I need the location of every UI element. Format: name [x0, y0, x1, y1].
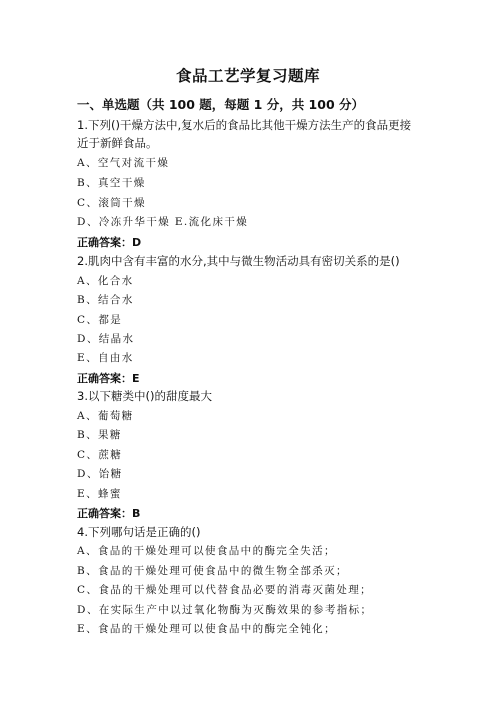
q3-answer: 正确答案：B — [77, 507, 141, 520]
question-1-text-cont: 近于新鲜食品。 — [77, 136, 158, 150]
q3-option-a: A、葡萄糖 — [77, 410, 134, 422]
q2-answer: 正确答案：E — [77, 372, 140, 385]
q4-option-a: A、食品的干燥处理可以使食品中的酶完全失活； — [77, 545, 336, 557]
q4-option-b: B、食品的干燥处理可使食品中的微生物全部杀灭； — [77, 565, 348, 577]
q4-option-d: D、在实际生产中以过氧化物酶为灭酶效果的参考指标； — [77, 604, 373, 616]
q1-option-a: A、空气对流干燥 — [77, 157, 170, 169]
question-4-text: 4.下列哪句话是正确的() — [77, 525, 201, 539]
question-1-text: 1.下列()干燥方法中,复水后的食品比其他干燥方法生产的食品更接 — [77, 118, 412, 132]
section-heading: 一、单选题（共 100 题，每题 1 分，共 100 分） — [77, 97, 364, 112]
q2-option-a: A、化合水 — [77, 275, 134, 287]
q2-option-e: E、自由水 — [77, 352, 134, 364]
q1-option-b: B、真空干燥 — [77, 177, 146, 189]
q1-option-d: D、冷冻升华干燥 E.流化床干燥 — [77, 216, 249, 228]
q1-answer: 正确答案：D — [77, 236, 142, 249]
q3-option-b: B、果糖 — [77, 429, 122, 441]
q4-option-e: E、食品的干燥处理可以使食品中的酶完全钝化； — [77, 623, 336, 635]
q3-option-e: E、蜂蜜 — [77, 488, 122, 500]
question-2-text: 2.肌肉中含有丰富的水分,其中与微生物活动具有密切关系的是() — [77, 254, 400, 268]
question-3-text: 3.以下糖类中()的甜度最大 — [77, 389, 212, 403]
q3-option-c: C、蔗糖 — [77, 449, 123, 461]
q1-option-c: C、滚筒干燥 — [77, 197, 146, 209]
q4-option-c: C、食品的干燥处理可以代替食品必要的消毒灭菌处理； — [77, 584, 373, 596]
q2-option-b: B、结合水 — [77, 294, 134, 306]
q2-option-c: C、都是 — [77, 314, 123, 326]
q3-option-d: D、饴糖 — [77, 468, 123, 480]
q2-option-d: D、结晶水 — [77, 333, 135, 345]
page-title: 食品工艺学复习题库 — [175, 67, 320, 85]
